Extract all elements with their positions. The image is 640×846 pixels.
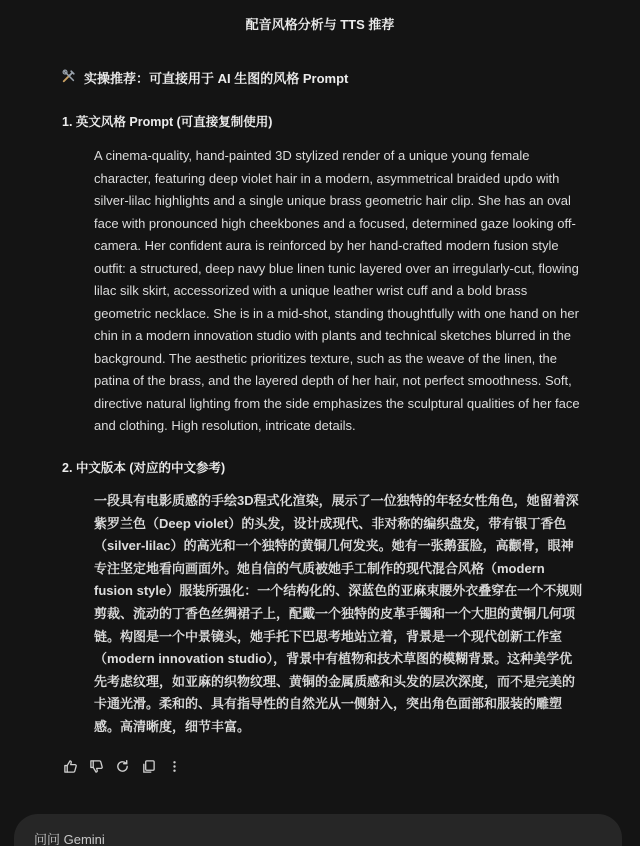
refresh-icon[interactable]: [114, 758, 130, 774]
conversation-title: 配音风格分析与 TTS 推荐: [245, 17, 395, 32]
thumbs-down-icon[interactable]: [88, 758, 104, 774]
thumbs-up-icon[interactable]: [62, 758, 78, 774]
prompt-input-bar: [14, 814, 622, 846]
section-heading: [62, 68, 348, 87]
chinese-prompt-text: 一段具有电影质感的手绘3D程式化渲染，展示了一位独特的年轻女性角色，她留着深紫罗兰色（Deep violet）的头发，设计成现代、非对称的编织盘发，带有银丁香色（silver-lilac）的高光和一个独特的黄铜几何发夹。她有一张鹅蛋脸，高颧骨，眼神专注坚定地看向画面外。她自信的气质被她手工制作的现代混合风格（modern fusion style）服装所强化：一个结构化的、深蓝色的亚麻束腰外衣叠穿在一个不规则剪裁、流动的丁香色丝绸裙子上，配戴一个独特的皮革手镯和一个大胆的黄铜几何项链。构图是一个中景镜头，她手托下巴思考地站立着，背景是一个现代创新工作室（modern innovation studio），背景中有植物和技术草图的模糊背景。这种美学优先考虑纹理，如亚麻的织物纹理、黄铜的金属质感和头发的层次深度，而不是完美的卡通光滑。柔和的、具有指导性的自然光从一侧射入，突出角色面部和服装的雕塑感。高清晰度，细节丰富。: [94, 493, 583, 734]
english-prompt-text: A cinema-quality, hand-painted 3D stylized render of a unique young female character, featuring deep violet hair in a modern, asymmetrical braided updo with silver-lilac highlights and a single unique brass geometric hair clip. She has an oval face with pronounced high cheekbones and a focused, determined gaze looking off-camera. Her confident aura is reinforced by her hand-crafted modern fusion style outfit: a structured, deep navy blue linen tunic layered over an irregularly-cut, flowing lilac silk skirt, accessorized with a unique leather wrist cuff and a bold brass geometric necklace. She is in a mid-shot, standing thoughtfully with one hand on her chin in a modern innovation studio with plants and technical sketches blurred in the background. The aesthetic prioritizes texture, such as the weave of the linen, the patina of the brass, and the layered depth of her hair, not perfect smoothness. Soft, directive natural lighting from the side emphasizes the sculptural qualities of her face and clothing. High resolution, intricate details.: [94, 148, 580, 433]
more-vert-icon[interactable]: [166, 758, 182, 774]
response-actions: [62, 758, 182, 774]
tools-icon: [62, 69, 78, 86]
copy-icon[interactable]: [140, 758, 156, 774]
chinese-prompt-heading: 2. 中文版本 (对应的中文参考): [62, 461, 226, 475]
ask-gemini-input[interactable]: [34, 832, 594, 846]
english-prompt-heading: 1. 英文风格 Prompt (可直接复制使用): [62, 115, 273, 129]
section-title: 实操推荐：可直接用于 AI 生图的风格 Prompt: [84, 71, 349, 86]
